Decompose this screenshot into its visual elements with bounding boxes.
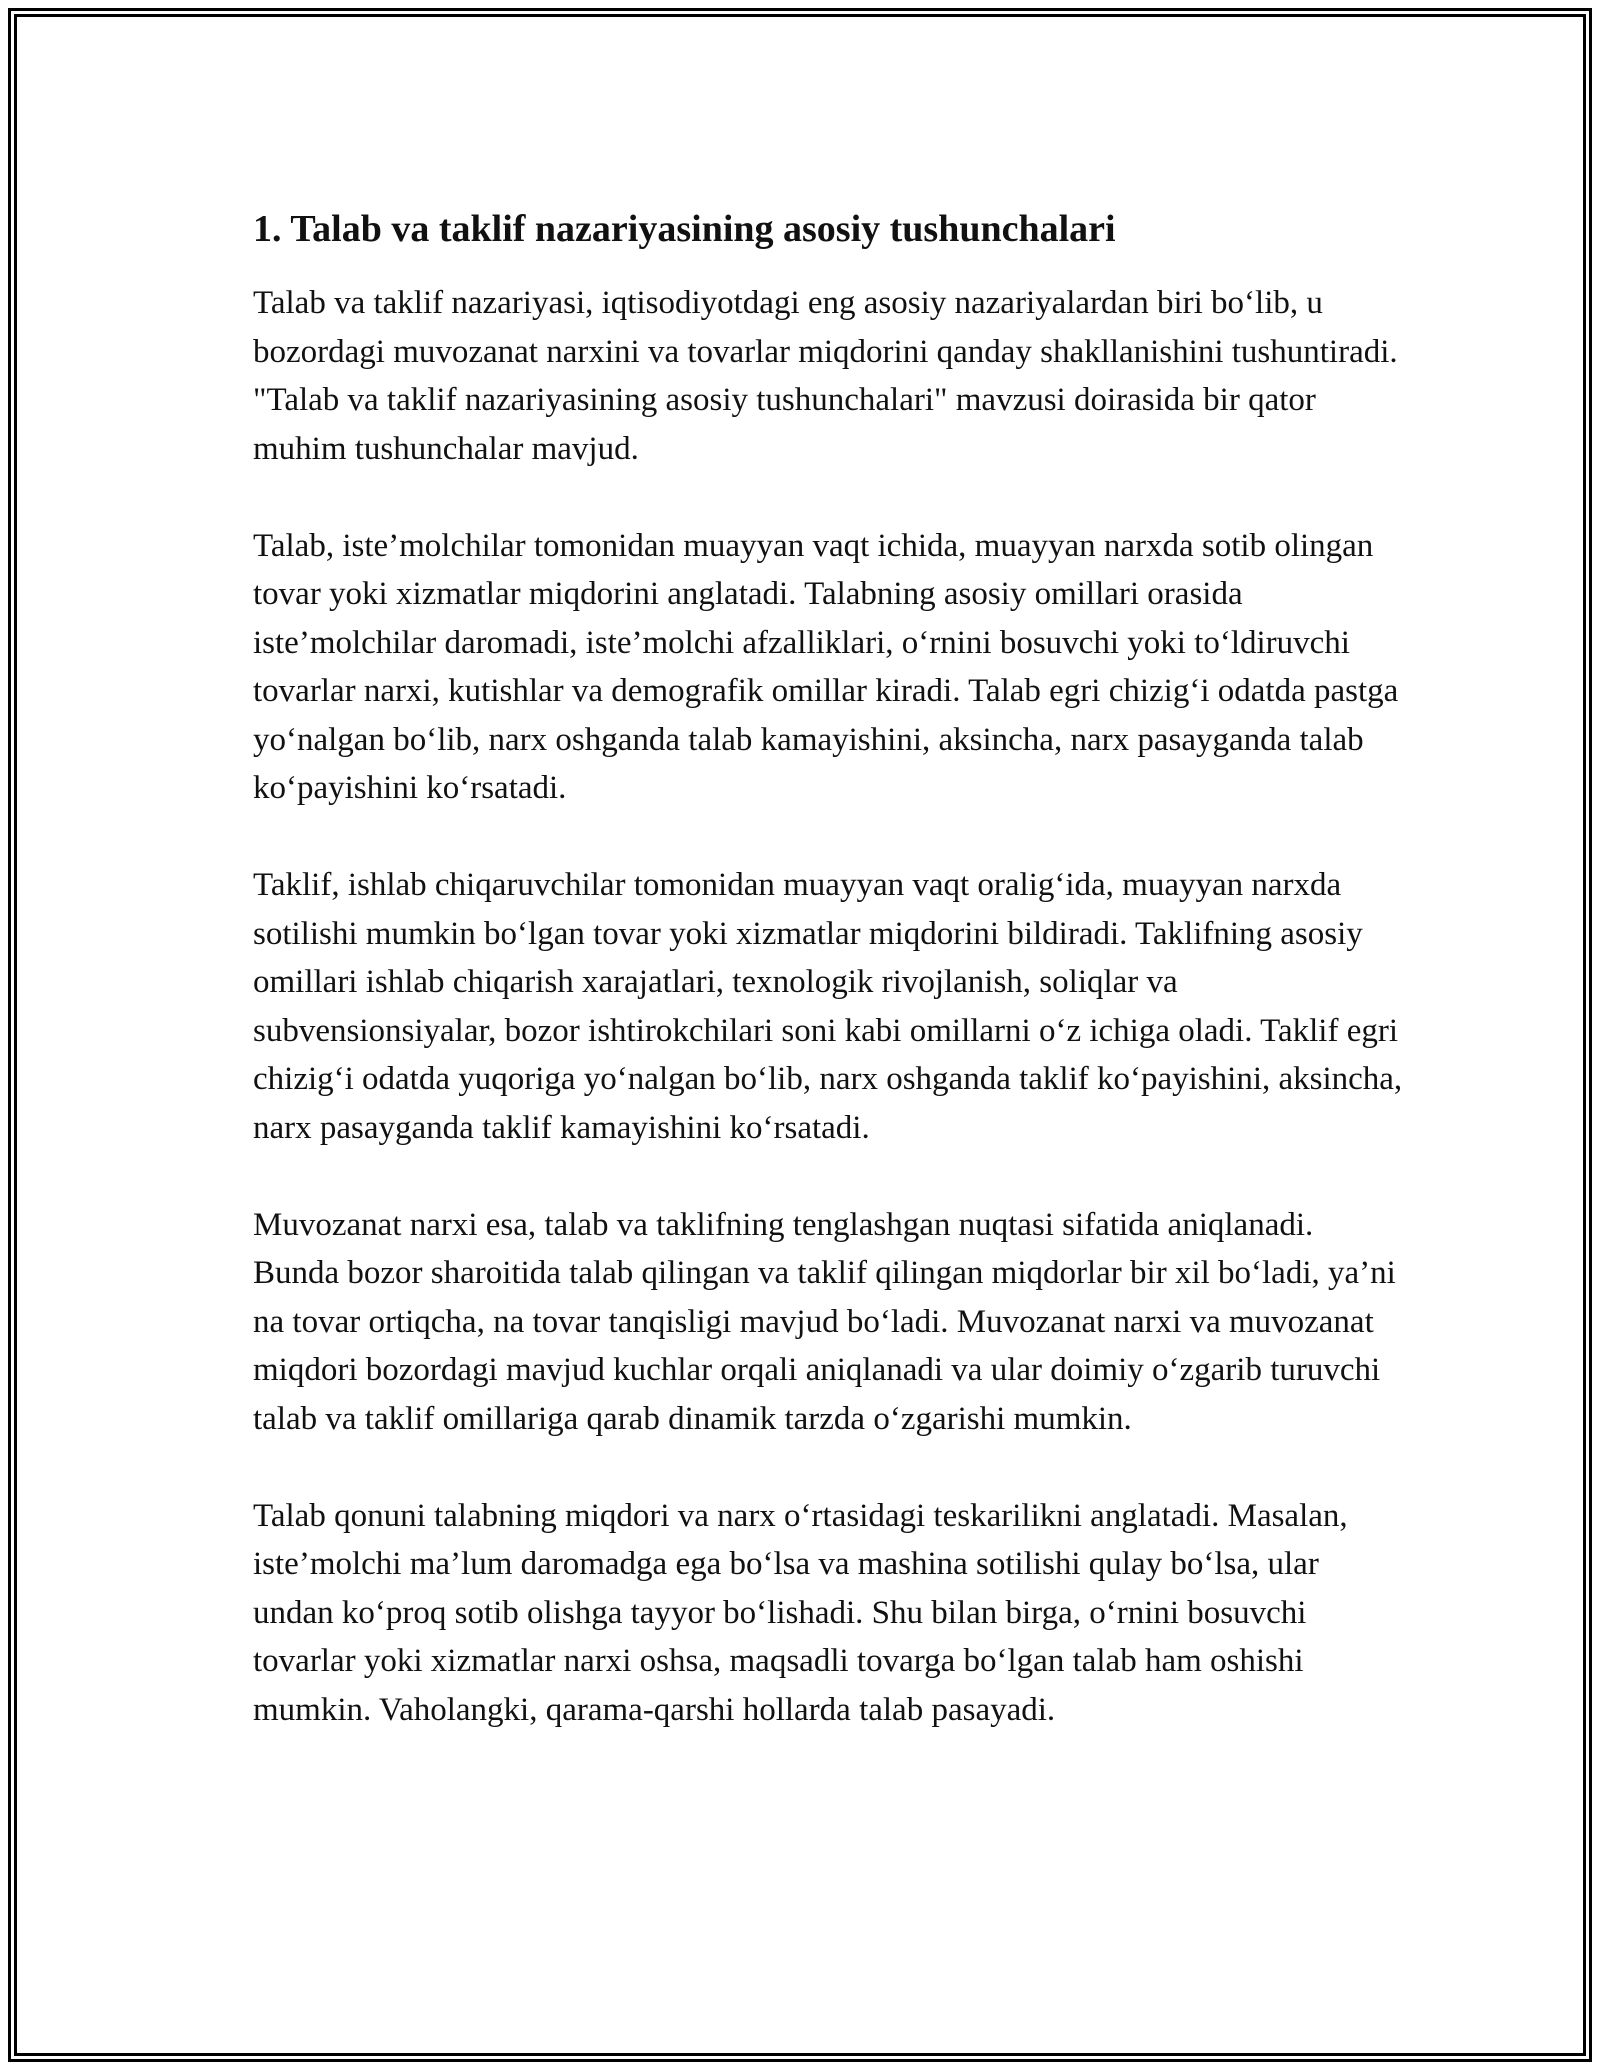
section-heading: 1. Talab va taklif nazariyasining asosiy tushunchalari <box>253 208 1116 250</box>
paragraph-law-of-demand: Talab qonuni talabning miqdori va narx o‘rtasidagi teskarilikni anglatadi. Masalan, iste’molchi ma’lum daromadga ega bo‘lsa va mashina sotilishi qulay bo‘lsa, ular undan ko‘proq sotib olishga tayyor bo‘lishadi. Shu bilan birga, o‘rnini bosuvchi tovarlar yoki xizmatlar narxi oshsa, maqsadli tovarga bo‘lgan talab ham oshishi mumkin. Vaholangki, qarama-qarshi hollarda talab pasayadi. <box>253 1497 1348 1728</box>
paragraph-intro: Talab va taklif nazariyasi, iqtisodiyotdagi eng asosiy nazariyalardan biri bo‘lib, u bozordagi muvozanat narxini va tovarlar miqdorini qanday shakllanishini tushuntiradi. "Talab va taklif nazariyasining asosiy tushunchalari" mavzusi doirasida bir qator muhim tushunchalar mavjud. <box>253 285 1398 467</box>
paragraph-demand: Talab, iste’molchilar tomonidan muayyan vaqt ichida, muayyan narxda sotib olingan tovar yoki xizmatlar miqdorini anglatadi. Talabning asosiy omillari orasida iste’molchilar daromadi, iste’molchi afzalliklari, o‘rnini bosuvchi yoki to‘ldiruvchi tovarlar narxi, kutishlar va demografik omillar kiradi. Talab egri chizig‘i odatda pastga yo‘nalgan bo‘lib, narx oshganda talab kamayishini, aksincha, narx pasayganda talab ko‘payishini ko‘rsatadi. <box>253 527 1399 806</box>
paragraph-equilibrium: Muvozanat narxi esa, talab va taklifning tenglashgan nuqtasi sifatida aniqlanadi. Bunda bozor sharoitida talab qilingan va taklif qilingan miqdorlar bir xil bo‘ladi, ya’ni na tovar ortiqcha, na tovar tanqisligi mavjud bo‘ladi. Muvozanat narxi va muvozanat miqdori bozordagi mavjud kuchlar orqali aniqlanadi va ular doimiy o‘zgarib turuvchi talab va taklif omillariga qarab dinamik tarzda o‘zgarishi mumkin. <box>253 1206 1396 1437</box>
document-body <box>253 205 1403 1734</box>
page-frame <box>8 8 1592 2062</box>
paragraph-supply: Taklif, ishlab chiqaruvchilar tomonidan muayyan vaqt oralig‘ida, muayyan narxda sotilishi mumkin bo‘lgan tovar yoki xizmatlar miqdorini bildiradi. Taklifning asosiy omillari ishlab chiqarish xarajatlari, texnologik rivojlanish, soliqlar va subvensionsiyalar, bozor ishtirokchilari soni kabi omillarni o‘z ichiga oladi. Taklif egri chizig‘i odatda yuqoriga yo‘nalgan bo‘lib, narx oshganda taklif ko‘payishini, aksincha, narx pasayganda taklif kamayishini ko‘rsatadi. <box>253 867 1403 1146</box>
